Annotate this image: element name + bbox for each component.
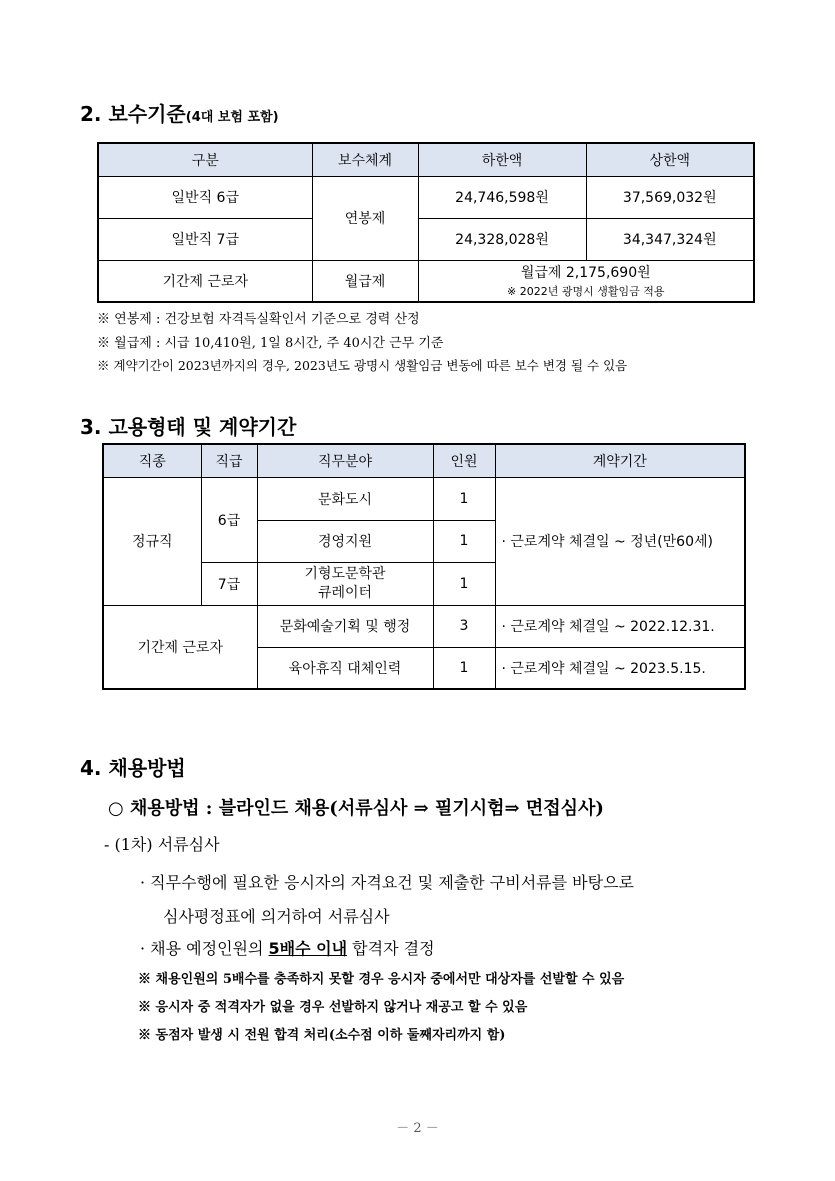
emp-field-4: 문화예술기획 및 행정 (257, 605, 433, 647)
salary-temp-note: ※ 2022년 광명시 생활임금 적용 (507, 285, 665, 299)
emp-header-grade: 직급 (201, 444, 257, 477)
emp-grade7: 7급 (201, 562, 257, 605)
salary-grade7-high: 34,347,324원 (586, 218, 754, 260)
emp-period-temp-2: · 근로계약 체결일 ~ 2023.5.15. (495, 647, 745, 689)
section3-title: 3. 고용형태 및 계약기간 (80, 415, 297, 439)
emp-count-5: 1 (433, 647, 495, 689)
emp-header-period: 계약기간 (495, 444, 745, 477)
emp-period-temp-1: · 근로계약 체결일 ~ 2022.12.31. (495, 605, 745, 647)
salary-temp-value-cell (418, 260, 754, 302)
salary-grade7: 일반직 7급 (98, 218, 312, 260)
recruit-note-2: ※ 응시자 중 적격자가 없을 경우 선발하지 않거나 재공고 할 수 있음 (138, 1000, 528, 1015)
salary-header-low: 하한액 (418, 143, 586, 176)
recruit-bullet1b: 심사평정표에 의거하여 서류심사 (163, 907, 390, 926)
salary-grade6: 일반직 6급 (98, 176, 312, 218)
salary-temp-grade: 기간제 근로자 (98, 260, 312, 302)
section2-title-text: 2. 보수기준 (80, 102, 186, 126)
section2-subtitle: (4대 보험 포함) (185, 110, 279, 125)
emp-header-count: 인원 (433, 444, 495, 477)
recruit-bullet2-pre: · 채용 예정인원의 (140, 939, 269, 958)
emp-field-2: 경영지원 (257, 520, 433, 562)
salary-temp-system: 월급제 (312, 260, 418, 302)
salary-header-category: 구분 (98, 143, 312, 176)
salary-note-1: ※ 연봉제 : 건강보험 자격득실확인서 기준으로 경력 산정 (97, 312, 420, 327)
recruit-method: ○ 채용방법 : 블라인드 채용(서류심사 ⇒ 필기시험⇒ 면접심사) (108, 798, 604, 819)
recruit-bullet2 (140, 936, 435, 959)
emp-header-type: 직종 (103, 444, 201, 477)
salary-grade6-high: 37,569,032원 (586, 176, 754, 218)
recruit-bullet2-em: 5배수 이내 (268, 939, 348, 958)
salary-note-3: ※ 계약기간이 2023년까지의 경우, 2023년도 광명시 생활임금 변동에 따른 보수 변경 될 수 있음 (97, 358, 628, 373)
emp-count-3: 1 (433, 562, 495, 605)
recruit-bullet1a: · 직무수행에 필요한 응시자의 자격요건 및 제출한 구비서류를 바탕으로 (140, 873, 634, 892)
salary-grade7-low: 24,328,028원 (418, 218, 586, 260)
recruit-note-1: ※ 채용인원의 5배수를 충족하지 못할 경우 응시자 중에서만 대상자를 선발할 수 있음 (138, 972, 625, 987)
salary-grade6-low: 24,746,598원 (418, 176, 586, 218)
recruit-note-3: ※ 동점자 발생 시 전원 합격 처리(소수점 이하 둘째자리까지 함) (138, 1028, 506, 1043)
emp-period-regular: · 근로계약 체결일 ~ 정년(만60세) (495, 477, 745, 605)
salary-temp-value: 월급제 2,175,690원 (520, 265, 651, 282)
section4-title: 4. 채용방법 (80, 756, 186, 780)
page-number: － 2 － (396, 1121, 439, 1136)
salary-note-2: ※ 월급제 : 시급 10,410원, 1일 8시간, 주 40시간 근무 기준 (97, 336, 444, 351)
recruit-step1: - (1차) 서류심사 (104, 835, 220, 854)
emp-field-1: 문화도시 (257, 477, 433, 520)
employment-table (102, 443, 746, 690)
salary-header-system: 보수체계 (312, 143, 418, 176)
section2-title (80, 98, 279, 127)
emp-regular: 정규직 (103, 477, 201, 605)
emp-count-2: 1 (433, 520, 495, 562)
emp-grade6: 6급 (201, 477, 257, 562)
emp-field-5: 육아휴직 대체인력 (257, 647, 433, 689)
emp-count-4: 3 (433, 605, 495, 647)
salary-annual-system: 연봉제 (312, 176, 418, 260)
salary-header-high: 상한액 (586, 143, 754, 176)
salary-table (97, 142, 755, 303)
emp-header-field: 직무분야 (257, 444, 433, 477)
recruit-bullet2-post: 합격자 결정 (347, 939, 435, 958)
emp-field-3: 기형도문학관 큐레이터 (257, 562, 433, 605)
emp-temp: 기간제 근로자 (103, 605, 257, 689)
emp-count-1: 1 (433, 477, 495, 520)
